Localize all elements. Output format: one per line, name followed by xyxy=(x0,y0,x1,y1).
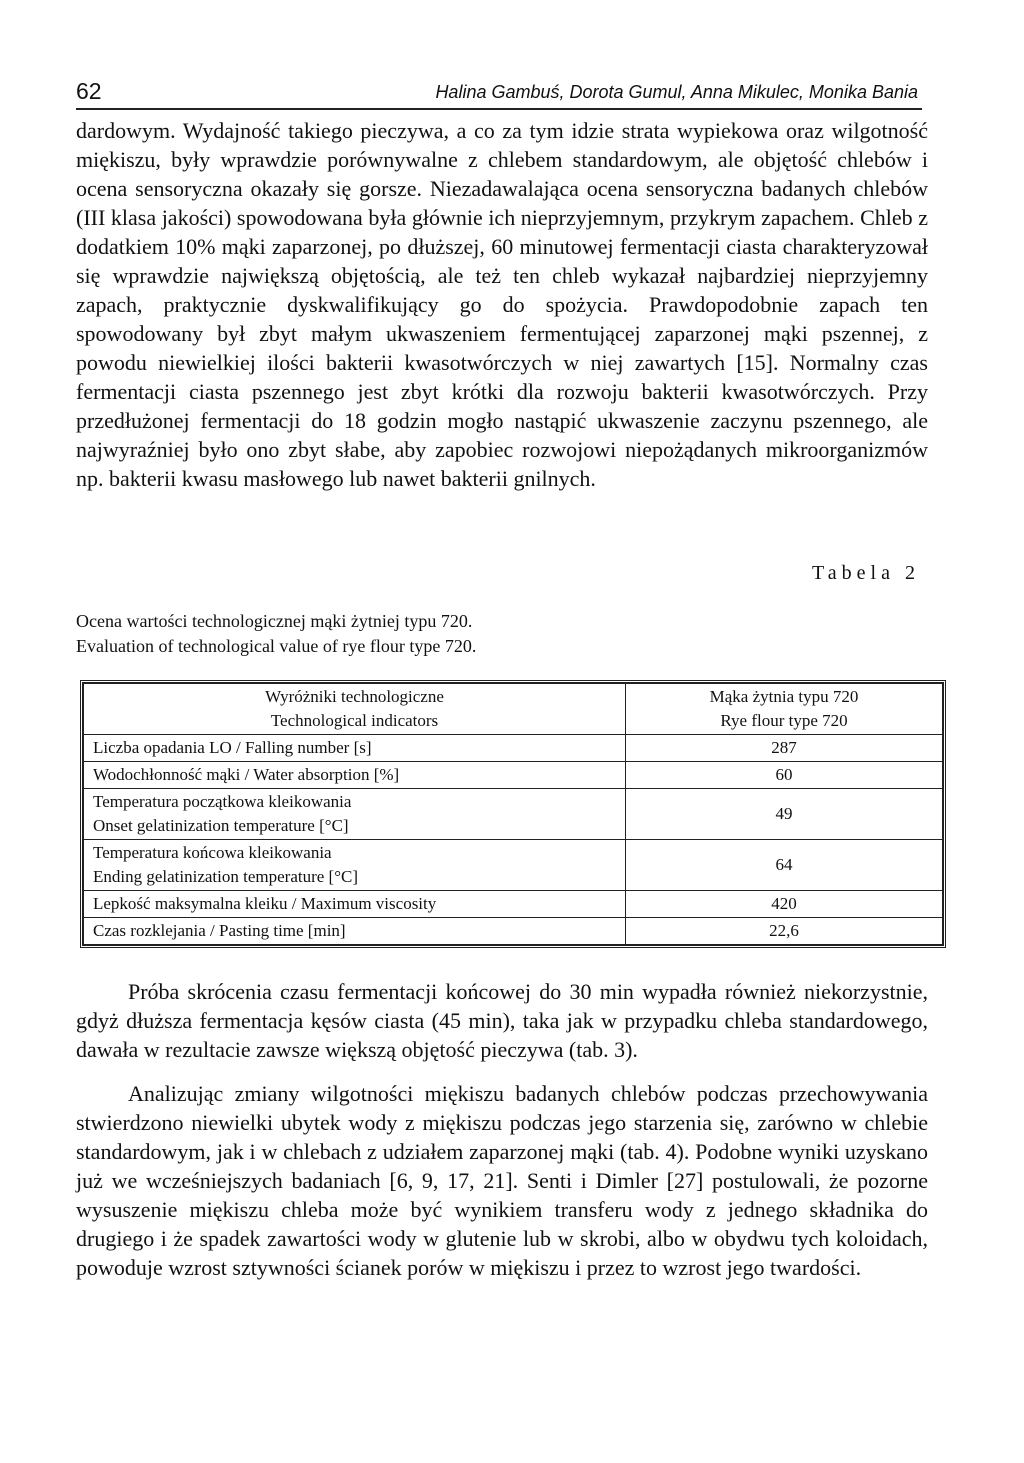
column-header-flour xyxy=(626,684,943,735)
row-label-pl: Temperatura początkowa kleikowania xyxy=(93,792,352,811)
row-label: Czas rozklejania / Pasting time [min] xyxy=(84,918,626,945)
table-caption-english: Evaluation of technological value of rye flour type 720. xyxy=(76,636,477,656)
body-paragraph-3: Analizując zmiany wilgotności miękiszu badanych chlebów podczas przechowywania stwierdzono niewielki ubytek wody z miękiszu podczas jego starzenia się, zarówno w chlebie standardowym, jak i w chlebach z udziałem zaparzonej mąki (tab. 4). Podobne wyniki uzyskano już we wcześniejszych badaniach [6, 9, 17, 21]. Senti i Dimler [27] postulowali, że pozorne wysuszenie miękiszu chleba może być wynikiem transferu wody z jednego składnika do drugiego i że spadek zawartości wody w glutenie lub w skrobi, albo w obydwu tych koloidach, powoduje wzrost sztywności ścianek porów w miękiszu i przez to wzrost jego twardości. xyxy=(76,1081,928,1280)
table-row xyxy=(84,891,943,918)
table-row xyxy=(84,918,943,945)
table-row xyxy=(84,762,943,789)
row-value: 49 xyxy=(626,789,943,840)
row-label: Lepkość maksymalna kleiku / Maximum viscosity xyxy=(84,891,626,918)
row-label-en: Ending gelatinization temperature [°C] xyxy=(93,867,359,886)
row-label-pl: Temperatura końcowa kleikowania xyxy=(93,843,332,862)
row-label xyxy=(84,840,626,891)
row-value: 420 xyxy=(626,891,943,918)
table-row xyxy=(84,789,943,840)
row-value: 287 xyxy=(626,735,943,762)
row-label-en: Onset gelatinization temperature [°C] xyxy=(93,816,349,835)
body-paragraph-1: dardowym. Wydajność takiego pieczywa, a co za tym idzie strata wypiekowa oraz wilgotność miękiszu, były wprawdzie porównywalne z chlebem standardowym, ale objętość chlebów i ocena sensoryczna okazały się gorsze. Niezadawalająca ocena sensoryczna badanych chlebów (III klasa jakości) spowodowana była głównie ich nieprzyjemnym, przykrym zapachem. Chleb z dodatkiem 10% mąki zaparzonej, po dłuższej, 60 minutowej fermentacji ciasta charakteryzował się wprawdzie największą objętością, ale też ten chleb wykazał najbardziej nieprzyjemny zapach, praktycznie dyskwalifikujący go do spożycia. Prawdopodobnie zapach ten spowodowany był zbyt małym ukwaszeniem fermentującej zaparzonej mąki pszennej, z powodu niewielkiej ilości bakterii kwasotwórczych w niej zawartych [15]. Normalny czas fermentacji ciasta pszennego jest zbyt krótki dla rozwoju bakterii kwasotwórczych. Przy przedłużonej fermentacji do 18 godzin mogło nastąpić ukwaszenie zaczynu pszennego, ale najwyraźniej było ono zbyt słabe, aby zapobiec rozwojowi niepożądanych mikroorganizmów np. bakterii kwasu masłowego lub nawet bakterii gnilnych. xyxy=(76,118,928,491)
table-row xyxy=(84,735,943,762)
row-value: 22,6 xyxy=(626,918,943,945)
row-label: Liczba opadania LO / Falling number [s] xyxy=(84,735,626,762)
column-header-flour-pl: Mąka żytnia typu 720 xyxy=(709,687,859,706)
column-header-indicators-pl: Wyróżniki technologiczne xyxy=(265,687,444,706)
column-header-flour-en: Rye flour type 720 xyxy=(720,711,848,730)
row-value: 64 xyxy=(626,840,943,891)
table-caption xyxy=(76,609,476,659)
body-paragraph-2: Próba skrócenia czasu fermentacji końcowej do 30 min wypadła również niekorzystnie, gdyż dłuższa fermentacja kęsów ciasta (45 min), taka jak w przypadku chleba standardowego, dawała w rezultacie zawsze większą objętość pieczywa (tab. 3). xyxy=(76,979,928,1062)
column-header-indicators xyxy=(84,684,626,735)
table-caption-polish: Ocena wartości technologicznej mąki żytniej typu 720. xyxy=(76,611,473,631)
data-table xyxy=(83,683,943,945)
table-number: Tabela 2 xyxy=(811,562,920,584)
table-header-row xyxy=(84,684,943,735)
authors-running-head: Halina Gambuś, Dorota Gumul, Anna Mikulec, Monika Bania xyxy=(435,82,918,102)
data-table-frame xyxy=(80,680,946,948)
row-label: Wodochłonność mąki / Water absorption [%] xyxy=(84,762,626,789)
table-row xyxy=(84,840,943,891)
column-header-indicators-en: Technological indicators xyxy=(270,711,439,730)
row-label xyxy=(84,789,626,840)
running-header xyxy=(76,74,922,110)
page-number: 62 xyxy=(76,78,102,104)
row-value: 60 xyxy=(626,762,943,789)
